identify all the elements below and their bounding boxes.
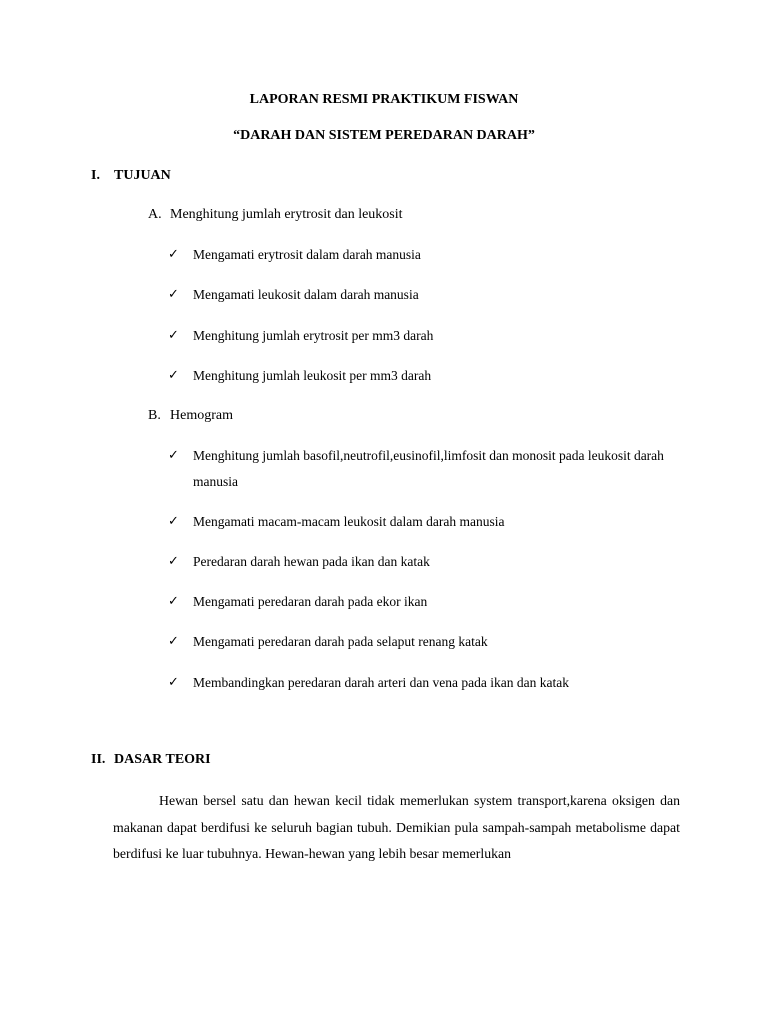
subsection-label: Hemogram bbox=[170, 408, 233, 423]
check-icon: ✓ bbox=[168, 514, 179, 529]
list-item-text: Mengamati peredaran darah pada ekor ikan bbox=[193, 594, 428, 609]
list-item bbox=[168, 589, 688, 615]
list-item-text: Menghitung jumlah basofil,neutrofil,eusinofil,limfosit dan monosit pada leukosit darah manusia bbox=[193, 448, 664, 489]
check-icon: ✓ bbox=[168, 594, 179, 609]
check-icon: ✓ bbox=[168, 448, 179, 463]
list-item bbox=[168, 363, 688, 389]
list-item bbox=[168, 443, 688, 495]
list-item bbox=[168, 549, 688, 575]
section-heading-tujuan bbox=[91, 168, 171, 184]
list-item bbox=[168, 242, 688, 268]
list-item-text: Peredaran darah hewan pada ikan dan katak bbox=[193, 554, 430, 569]
list-item-text: Menghitung jumlah erytrosit per mm3 darah bbox=[193, 328, 434, 343]
check-icon: ✓ bbox=[168, 247, 179, 262]
subsection-label: Menghitung jumlah erytrosit dan leukosit bbox=[170, 207, 403, 222]
list-item bbox=[168, 509, 688, 535]
list-item bbox=[168, 629, 688, 655]
list-item-text: Mengamati peredaran darah pada selaput renang katak bbox=[193, 634, 488, 649]
subsection-a bbox=[148, 207, 403, 223]
check-icon: ✓ bbox=[168, 634, 179, 649]
section-number: I. bbox=[91, 168, 100, 183]
check-icon: ✓ bbox=[168, 328, 179, 343]
report-subtitle: “DARAH DAN SISTEM PEREDARAN DARAH” bbox=[233, 128, 535, 143]
subsection-b bbox=[148, 408, 233, 424]
subsection-letter: B. bbox=[148, 408, 161, 423]
list-item bbox=[168, 670, 688, 696]
list-item bbox=[168, 323, 688, 349]
section-heading-dasar-teori bbox=[91, 752, 211, 768]
subsection-letter: A. bbox=[148, 207, 162, 222]
section-number: II. bbox=[91, 752, 106, 767]
list-item-text: Mengamati erytrosit dalam darah manusia bbox=[193, 247, 421, 262]
body-paragraph: Hewan bersel satu dan hewan kecil tidak memerlukan system transport,karena oksigen dan makanan dapat berdifusi ke seluruh bagian tubuh. Demikian pula sampah-sampah metabolisme dapat berdifusi ke luar tubuhnya. Hewan-hewan yang lebih besar memerlukan bbox=[113, 793, 680, 861]
section-title: TUJUAN bbox=[114, 168, 171, 183]
check-icon: ✓ bbox=[168, 554, 179, 569]
check-icon: ✓ bbox=[168, 675, 179, 690]
list-item-text: Menghitung jumlah leukosit per mm3 darah bbox=[193, 368, 432, 383]
list-item-text: Membandingkan peredaran darah arteri dan vena pada ikan dan katak bbox=[193, 675, 569, 690]
list-item bbox=[168, 282, 688, 308]
list-item-text: Mengamati macam-macam leukosit dalam darah manusia bbox=[193, 514, 505, 529]
check-icon: ✓ bbox=[168, 287, 179, 302]
report-title: LAPORAN RESMI PRAKTIKUM FISWAN bbox=[249, 92, 519, 107]
list-item-text: Mengamati leukosit dalam darah manusia bbox=[193, 287, 419, 302]
section-title: DASAR TEORI bbox=[114, 752, 211, 767]
check-icon: ✓ bbox=[168, 368, 179, 383]
